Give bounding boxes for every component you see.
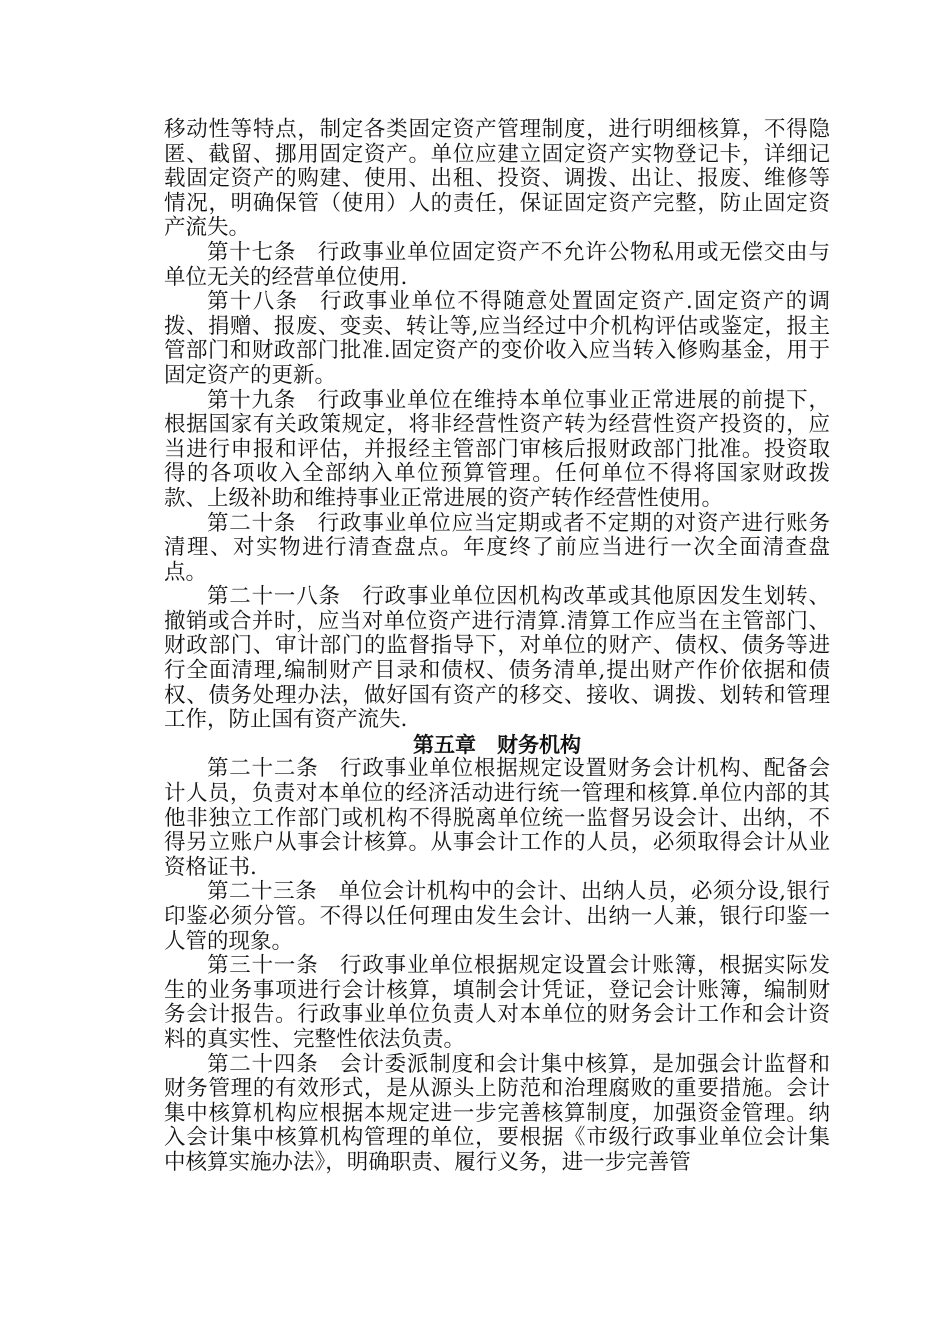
- article-text: 行政事业单位因机构改革或其他原因发生划转、撤销或合并时，应当对单位资产进行清算.清算工作应当在主管部门、财政部门、审计部门的监督指导下，对单位的财产、债权、债务等进行全面清理,编制财产目录和债权、债务清单,提出财产作价依据和债权、债务处理办法，做好国有资产的移交、接收、调拨、划转和管理工作，防止国有资产流失.: [164, 584, 830, 733]
- article-23: [164, 880, 830, 954]
- article-22: [164, 757, 830, 880]
- paragraph-text: 移动性等特点，制定各类固定资产管理制度，进行明细核算，不得隐匿、截留、挪用固定资产。单位应建立固定资产实物登记卡，详细记载固定资产的购建、使用、出租、投资、调拨、出让、报废、维修等情况，明确保管（使用）人的责任，保证固定资产完整，防止固定资产流失。: [164, 117, 830, 241]
- article-text: 单位会计机构中的会计、出纳人员，必须分设,银行印鉴必须分管。不得以任何理由发生会计、出纳一人兼，银行印鉴一人管的现象。: [164, 879, 830, 954]
- article-20: [164, 512, 830, 586]
- article-text: 行政事业单位不得随意处置固定资产.固定资产的调拨、捐赠、报废、变卖、转让等,应当经过中介机构评估或鉴定，报主管部门和财政部门批准.固定资产的变价收入应当转入修购基金，用于固定资产的更新。: [164, 289, 830, 388]
- article-31: [164, 954, 830, 1052]
- article-21: [164, 585, 830, 733]
- article-24: [164, 1053, 830, 1176]
- article-number: 第二十条: [207, 510, 297, 536]
- article-number: 第二十三条: [207, 879, 318, 905]
- article-text: 行政事业单位固定资产不允许公物私用或无偿交由与单位无关的经营单位使用.: [164, 239, 830, 290]
- article-number: 第十九条: [207, 387, 297, 413]
- document-page: [164, 118, 830, 1176]
- article-17: [164, 241, 830, 290]
- article-text: 行政事业单位应当定期或者不定期的对资产进行账务清理、对实物进行清查盘点。年度终了前应当进行一次全面清查盘点。: [164, 510, 830, 585]
- article-19: [164, 389, 830, 512]
- article-number: 第十七条: [207, 239, 297, 265]
- article-number: 第三十一条: [207, 953, 319, 979]
- article-18: [164, 290, 830, 388]
- article-number: 第二十二条: [207, 756, 319, 782]
- article-text: 会计委派制度和会计集中核算，是加强会计监督和财务管理的有效形式，是从源头上防范和治理腐败的重要措施。会计集中核算机构应根据本规定进一步完善核算制度，加强资金管理。纳入会计集中核算机构管理的单位，要根据《市级行政事业单位会计集中核算实施办法》，明确职责、履行义务，进一步完善管: [164, 1051, 830, 1175]
- article-text: 行政事业单位在维持本单位事业正常进展的前提下，根据国家有关政策规定，将非经营性资产转为经营性资产投资的，应当进行申报和评估，并报经主管部门审核后报财政部门批准。投资取得的各项收入全部纳入单位预算管理。任何单位不得将国家财政拨款、上级补助和维持事业正常进展的资产转作经营性使用。: [164, 387, 830, 511]
- article-number: 第十八条: [207, 289, 299, 315]
- article-text: 行政事业单位根据规定设置财务会计机构、配备会计人员，负责对本单位的经济活动进行统一管理和核算.单位内部的其他非独立工作部门或机构不得脱离单位统一监督另设会计、出纳，不得另立账户从事会计核算。从事会计工作的人员，必须取得会计从业资格证书.: [164, 756, 830, 880]
- paragraph-continuation: [164, 118, 830, 241]
- chapter-heading: 第五章 财务机构: [413, 732, 581, 757]
- article-number: 第二十一八条: [207, 584, 341, 610]
- article-number: 第二十四条: [207, 1051, 319, 1077]
- article-text: 行政事业单位根据规定设置会计账簿，根据实际发生的业务事项进行会计核算，填制会计凭证，登记会计账簿，编制财务会计报告。行政事业单位负责人对本单位的财务会计工作和会计资料的真实性、完整性依法负责。: [164, 953, 830, 1052]
